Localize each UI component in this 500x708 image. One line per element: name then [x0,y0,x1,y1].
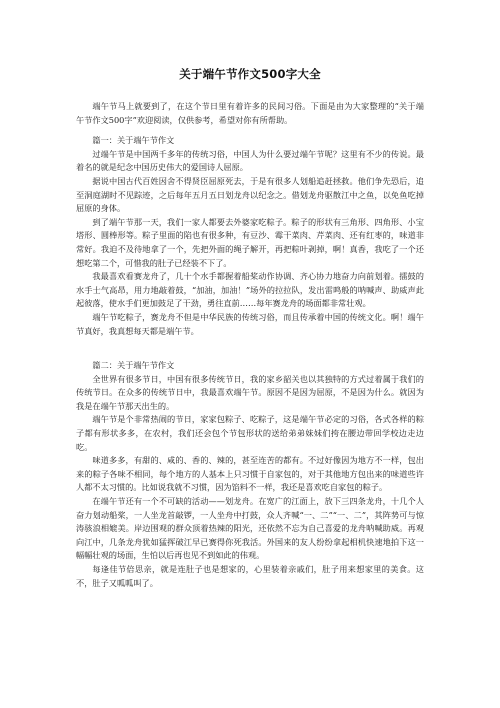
section-1 [76,134,424,338]
document-page [76,66,424,590]
section-spacer [76,338,424,359]
section-heading: 篇二：关于端午节作文 [92,360,175,371]
body-paragraph: 过端午节是中国两千多年的传统习俗，中国人为什么要过端午节呢？这里有不少的传说。最着名的就是纪念中国历史伟大的爱国诗人屈原。 [76,148,424,173]
body-paragraph: 每逢佳节倍思亲，就是连肚子也是想家的，心里装着亲戚们，肚子用来想家里的美食。这不，肚子又呱呱叫了。 [76,564,424,588]
body-paragraph: 端午节是个非常热闹的节日，家家包粽子、吃粽子，这是端午节必定的习俗，各式各样的粽子都有形状多多，在农村，我们还会包个节包形状的送给弟弟妹妹们挎在腰边带回学校边走边吃。 [76,414,424,452]
intro-paragraph: 端午节马上就要到了，在这个节日里有着许多的民间习俗。下面是由为大家整理的“关于端午节作文500字”欢迎阅读，仅供参考，希望对你有所帮助。 [76,101,424,125]
body-paragraph: 全世界有很多节日，中国有很多传统节日，我的家乡韶关也以其独特的方式过着属于我们的传统节日。在众多的传统节日中，我最喜欢端午节。原因不是因为屈原，不是因为什么。就因为我是在端午节那天出生的。 [76,373,424,411]
document-title: 关于端午节作文500字大全 [179,67,321,81]
body-paragraph: 在端午节还有一个不可缺的活动——划龙舟。在宽广的江面上，放下三四条龙舟，十几个人奋力划动船桨，一人坐龙首敲锣，一人坐舟中打鼓，众人齐喊“一、二”“一、二”，其阵势可与惊涛骇浪相媲美。岸边围观的群众顶着热辣的阳光，还依然不忘为自己喜爱的龙舟呐喊助威。再观向江中，几条龙舟犹如猛挥破江早已赛得你死我活。外国来的友人纷纷拿起相机快速地拍下这一幅幅壮观的场面，生怕以后再也见不到如此的伟观。 [76,496,424,561]
body-paragraph: 味道多多，有甜的、咸的、香的、辣的，甚至连苦的都有。不过好像因为地方不一样，包出来的粽子各味不相同，每个地方的人基本上只习惯于自家包的，对于其他地方包出来的味道些许人都不太习惯的。比如说我就不习惯，因为馅料不一样，我还是喜欢吃自家包的粽子。 [76,455,424,493]
body-paragraph: 端午节吃粽子，赛龙舟不但是中华民族的传统习俗，而且传承着中国的传统文化。啊！端午节真好，我真想每天都是端午节。 [76,311,424,336]
body-paragraph: 据说中国古代百姓因舍不得贤臣屈原死去，于是有很多人划船追赶拯救。他们争先恐后，追至洞庭湖时不见踪迹，之后每年五月五日划龙舟以纪念之。借划龙舟驱散江中之鱼，以免鱼吃掉屈原的身体。 [76,175,424,214]
section-2 [76,359,424,590]
body-paragraph: 我最喜欢看赛龙舟了，几十个水手都握着船桨动作协调、齐心协力地奋力向前划着。擂鼓的水手士气高昂，用力地敲着鼓，“加油，加油！”场外的拉拉队，发出雷鸣般的呐喊声、助威声此起彼落，使水手们更加鼓足了干劲，勇往直前……每年赛龙舟的场面都非常壮观。 [76,271,424,309]
body-paragraph: 到了端午节那一天，我们一家人都要去外婆家吃粽子。粽子的形状有三角形、四角形、小宝塔形、圆棒形等。粽子里面的陷也有很多种，有豆沙、霉干菜肉、芹菜肉、还有红枣的，味道非常好。我迫不及待地拿了一个，先把外面的绳子解开，再把粽叶剥掉，啊！真香，我吃了一个还想吃第二个，可惜我的肚子已经装不下了。 [76,216,424,268]
section-heading: 篇一：关于端午节作文 [92,135,175,146]
